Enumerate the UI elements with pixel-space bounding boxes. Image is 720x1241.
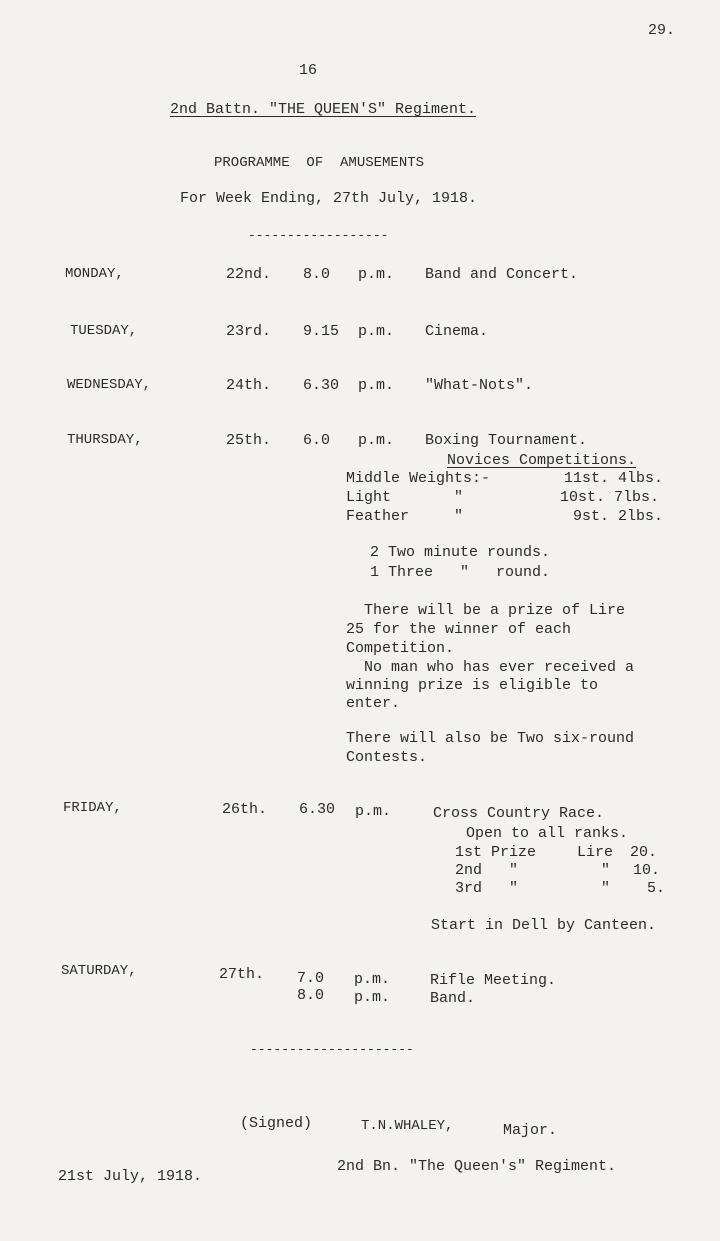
weight-limit: 9st. 2lbs. — [573, 508, 664, 525]
signed-label: (Signed) — [240, 1115, 313, 1132]
saturday-ampm: p.m. — [354, 989, 391, 1006]
saturday-time: 8.0 — [297, 987, 325, 1004]
rounds-line: 1 Three " round. — [370, 564, 551, 581]
saturday-day: SATURDAY, — [61, 963, 137, 979]
weight-class-row: Feather " — [346, 508, 464, 525]
saturday-ampm: p.m. — [354, 971, 391, 988]
friday-day: FRIDAY, — [63, 800, 122, 816]
wednesday-date: 24th. — [226, 377, 272, 394]
monday-day: MONDAY, — [65, 266, 124, 282]
competitions-heading: Novices Competitions. — [447, 452, 637, 469]
start-note: Start in Dell by Canteen. — [431, 917, 657, 934]
page-number: 16 — [299, 62, 318, 79]
friday-time: 6.30 — [299, 801, 336, 818]
thursday-time: 6.0 — [303, 432, 331, 449]
prize-note-line: Competition. — [346, 640, 455, 657]
eligibility-note-line: winning prize is eligible to — [346, 677, 599, 694]
eligibility-note-line: enter. — [346, 695, 401, 712]
saturday-event: Rifle Meeting. — [430, 972, 557, 989]
thursday-day: THURSDAY, — [67, 432, 143, 448]
rounds-line: 2 Two minute rounds. — [370, 544, 551, 561]
folio-number: 29. — [648, 22, 676, 39]
tuesday-time: 9.15 — [303, 323, 340, 340]
prize-currency: " — [601, 862, 611, 879]
wednesday-event: "What-Nots". — [425, 377, 534, 394]
contests-note-line: There will also be Two six-round — [346, 730, 635, 747]
prize-amount: 10. — [633, 862, 661, 879]
prize-note-line: There will be a prize of Lire — [346, 602, 626, 619]
document-date: 21st July, 1918. — [58, 1168, 203, 1185]
tuesday-date: 23rd. — [226, 323, 272, 340]
monday-date: 22nd. — [226, 266, 272, 283]
thursday-ampm: p.m. — [358, 432, 395, 449]
monday-event: Band and Concert. — [425, 266, 579, 283]
weight-limit: 11st. 4lbs. — [564, 470, 664, 487]
open-note: Open to all ranks. — [466, 825, 629, 842]
prize-currency: " — [601, 880, 611, 897]
tuesday-event: Cinema. — [425, 323, 489, 340]
eligibility-note-line: No man who has ever received a — [346, 659, 635, 676]
prize-place: 2nd " — [455, 862, 519, 879]
wednesday-ampm: p.m. — [358, 377, 395, 394]
thursday-date: 25th. — [226, 432, 272, 449]
signatory-name: T.N.WHALEY, — [361, 1118, 454, 1134]
prize-amount: 20. — [630, 844, 658, 861]
weight-class-row: Light " — [346, 489, 464, 506]
saturday-date: 27th. — [219, 966, 265, 983]
monday-ampm: p.m. — [358, 266, 395, 283]
tuesday-ampm: p.m. — [358, 323, 395, 340]
programme-title: PROGRAMME OF AMUSEMENTS — [214, 155, 425, 171]
footer-rule: --------------------- — [250, 1042, 414, 1057]
prize-currency: Lire — [577, 844, 614, 861]
saturday-time: 7.0 — [297, 970, 325, 987]
contests-note-line: Contests. — [346, 749, 428, 766]
prize-amount: 5. — [647, 880, 666, 897]
weight-class-row: Middle Weights:- — [346, 470, 491, 487]
saturday-event: Band. — [430, 990, 476, 1007]
monday-time: 8.0 — [303, 266, 331, 283]
weight-limit: 10st. 7lbs. — [560, 489, 660, 506]
thursday-event: Boxing Tournament. — [425, 432, 588, 449]
wednesday-day: WEDNESDAY, — [67, 377, 152, 393]
signatory-unit: 2nd Bn. "The Queen's" Regiment. — [337, 1158, 617, 1175]
wednesday-time: 6.30 — [303, 377, 340, 394]
header-rule: ------------------ — [248, 228, 389, 243]
tuesday-day: TUESDAY, — [70, 323, 138, 339]
prize-place: 3rd " — [455, 880, 519, 897]
unit-heading: 2nd Battn. "THE QUEEN'S" Regiment. — [170, 101, 477, 118]
signatory-rank: Major. — [503, 1122, 558, 1139]
week-subtitle: For Week Ending, 27th July, 1918. — [180, 190, 478, 207]
friday-ampm: p.m. — [355, 803, 392, 820]
friday-date: 26th. — [222, 801, 268, 818]
friday-event: Cross Country Race. — [433, 805, 605, 822]
prize-note-line: 25 for the winner of each — [346, 621, 572, 638]
prize-place: 1st Prize — [455, 844, 537, 861]
